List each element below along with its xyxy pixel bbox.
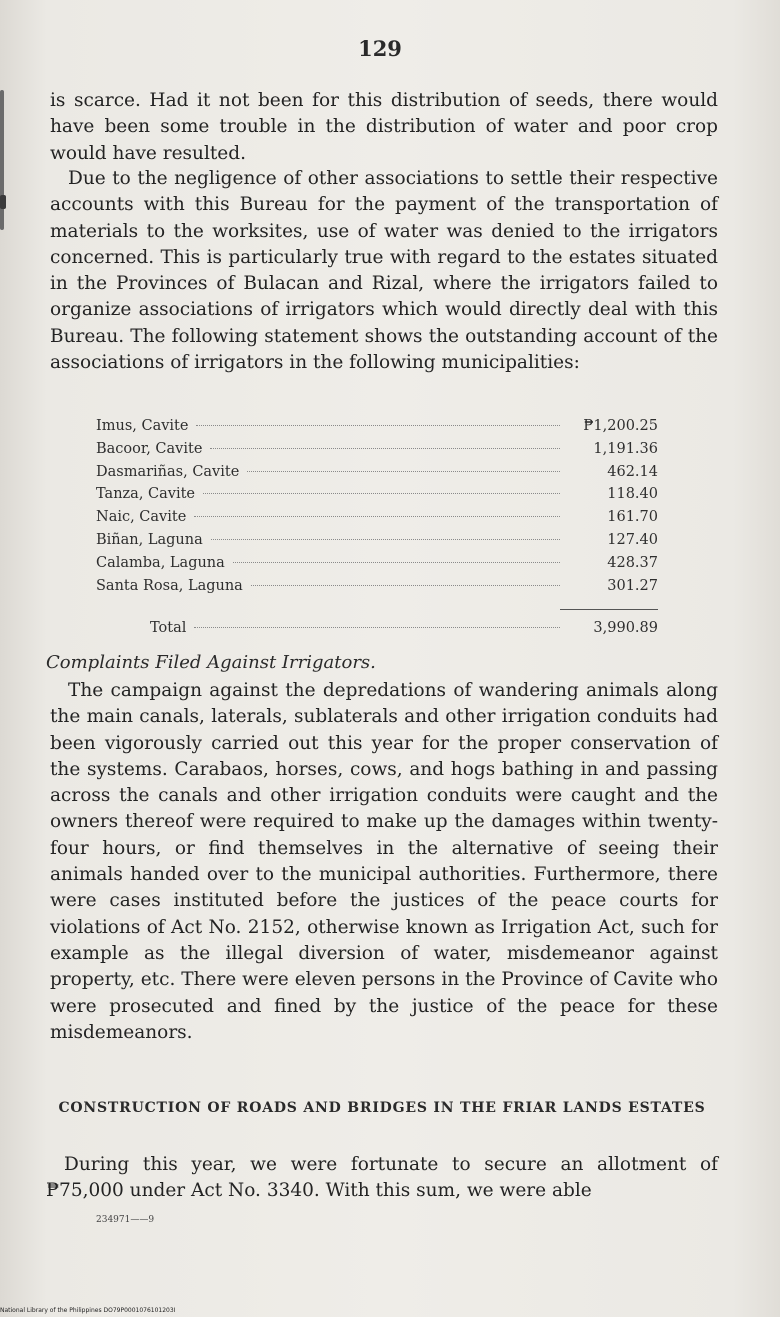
account-row bbox=[96, 578, 658, 601]
account-amount: 161.70 bbox=[607, 509, 658, 526]
account-row bbox=[96, 441, 658, 464]
account-row bbox=[96, 486, 658, 509]
municipality-name: Bacoor, Cavite bbox=[96, 440, 203, 457]
paragraph-seed-distribution bbox=[50, 88, 718, 167]
paragraph-campaign bbox=[50, 678, 718, 1046]
total-amount: 3,990.89 bbox=[593, 620, 658, 636]
account-row bbox=[96, 532, 658, 555]
dot-leader bbox=[247, 471, 560, 472]
subheading-complaints: Complaints Filed Against Irrigators. bbox=[46, 652, 376, 673]
account-row bbox=[96, 418, 658, 441]
paragraph-allotment bbox=[46, 1152, 718, 1205]
total-label: Total bbox=[150, 620, 187, 636]
dot-leader bbox=[251, 585, 560, 586]
paragraph-text: is scarce. Had it not been for this distribution of seeds, there would have been some trouble in the distribution of water and poor crop would have resulted. bbox=[50, 90, 718, 164]
municipality-name: Biñan, Laguna bbox=[96, 531, 203, 548]
total-row bbox=[150, 620, 658, 636]
printer-signature-mark: 234971——9 bbox=[96, 1215, 155, 1225]
account-row bbox=[96, 509, 658, 532]
account-amount: 127.40 bbox=[607, 531, 658, 548]
dot-leader bbox=[210, 448, 560, 449]
municipality-name: Santa Rosa, Laguna bbox=[96, 577, 243, 594]
municipality-name: Dasmariñas, Cavite bbox=[96, 463, 240, 480]
municipality-name: Imus, Cavite bbox=[96, 418, 189, 434]
dot-leader bbox=[194, 516, 560, 517]
binding-edge-mark bbox=[0, 90, 4, 230]
paragraph-text: Due to the negligence of other associations to settle their respective accounts with this Bureau for the payment of the transportation of materials to the worksites, use of water was denied to the irrigators concerned. This is particularly true with regard to the estates situated in the Provinces of Bulacan and Rizal, where the irrigators failed to organize associations of irrigators which would directly deal with this Bureau. The following statement shows the outstanding account of the associations of irrigators in the following municipalities: bbox=[50, 168, 718, 374]
dot-leader bbox=[233, 562, 560, 563]
account-amount: 1,191.36 bbox=[593, 440, 658, 457]
dot-leader bbox=[194, 627, 560, 628]
municipality-name: Calamba, Laguna bbox=[96, 554, 225, 571]
account-amount: 462.14 bbox=[607, 463, 658, 480]
paragraph-negligence bbox=[50, 166, 718, 376]
account-amount: 428.37 bbox=[607, 554, 658, 571]
paragraph-text: During this year, we were fortunate to secure an allotment of ₱75,000 under Act No. 3340. With this sum, we were able bbox=[46, 1154, 718, 1202]
paragraph-text: The campaign against the depredations of wandering animals along the main canals, laterals, sublaterals and other irrigation conduits had been vigorously carried out this year for the proper conservation of the systems. Carabaos, horses, cows, and hogs bathing in and passing across the canals and other irrigation conduits were caught and the owners thereof were required to make up the damages within twenty-four hours, or find themselves in the alternative of seeing their animals handed over to the municipal authorities. Furthermore, there were cases instituted before the justices of the peace courts for violations of Act No. 2152, otherwise known as Irrigation Act, such for example as the illegal diversion of water, misdemeanor against property, etc. There were eleven persons in the Province of Cavite who were prosecuted and fined by the justice of the peace for these misdemeanors. bbox=[50, 680, 718, 1043]
section-heading: CONSTRUCTION OF ROADS AND BRIDGES IN THE FRIAR LANDS ESTATES bbox=[58, 1100, 706, 1116]
account-row bbox=[96, 555, 658, 578]
dot-leader bbox=[203, 493, 560, 494]
municipality-name: Tanza, Cavite bbox=[96, 486, 196, 503]
account-amount: 118.40 bbox=[607, 486, 658, 503]
account-row bbox=[96, 464, 658, 487]
account-amount: ₱1,200.25 bbox=[583, 418, 658, 434]
page-number: 129 bbox=[358, 36, 402, 61]
accounts-table bbox=[96, 418, 658, 600]
municipality-name: Naic, Cavite bbox=[96, 509, 187, 526]
total-rule bbox=[560, 609, 658, 610]
dot-leader bbox=[211, 539, 560, 540]
dot-leader bbox=[196, 425, 560, 426]
binding-edge-dot bbox=[0, 195, 6, 209]
account-amount: 301.27 bbox=[607, 577, 658, 594]
library-stamp: National Library of the Philippines DO79P0001076101203I bbox=[0, 1307, 176, 1314]
